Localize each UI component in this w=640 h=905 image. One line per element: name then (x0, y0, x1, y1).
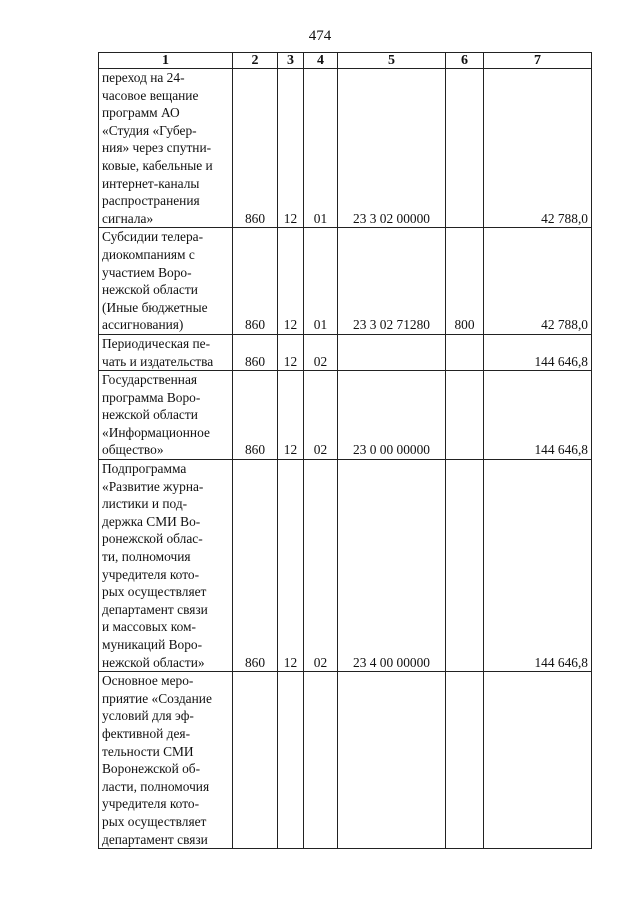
item-name-line: ассигнования) (102, 317, 184, 333)
ministry-code-cell: 860 (233, 334, 278, 370)
subsection-code-cell (304, 672, 338, 849)
table-row (99, 371, 592, 460)
expense-type-cell (446, 69, 484, 228)
amount-cell: 144 646,8 (484, 371, 592, 460)
item-name-cell (99, 371, 233, 460)
target-article-cell (338, 334, 446, 370)
target-article-cell (338, 672, 446, 849)
item-name-line: ласти, полномочия (102, 778, 210, 794)
item-name-line: Государственная (102, 372, 198, 388)
item-name-line: «Развитие журна- (102, 478, 204, 494)
ministry-code-cell: 860 (233, 69, 278, 228)
item-name-line: Основное меро- (102, 673, 194, 689)
item-name-line: «Студия «Губер- (102, 122, 197, 138)
item-name-line: листики и под- (102, 496, 188, 512)
item-name-line: Подпрограмма (102, 461, 187, 477)
section-code-cell: 12 (278, 334, 304, 370)
expense-type-cell: 800 (446, 228, 484, 335)
amount-cell: 42 788,0 (484, 228, 592, 335)
table-row (99, 228, 592, 335)
item-name-line: и массовых ком- (102, 619, 196, 635)
item-name-line: держка СМИ Во- (102, 513, 201, 529)
item-name-line: участием Воро- (102, 264, 192, 280)
item-name-cell (99, 672, 233, 849)
ministry-code-cell: 860 (233, 371, 278, 460)
header-cell: 7 (484, 53, 592, 69)
item-name-line: ковые, кабельные и (102, 157, 213, 173)
expense-type-cell (446, 334, 484, 370)
item-name-line: нежской области» (102, 654, 205, 670)
subsection-code-cell: 02 (304, 460, 338, 672)
item-name-line: нежской области (102, 282, 198, 298)
item-name-line: распространения (102, 193, 200, 209)
item-name-line: общество» (102, 442, 164, 458)
header-cell: 3 (278, 53, 304, 69)
item-name-line: (Иные бюджетные (102, 299, 208, 315)
amount-cell: 144 646,8 (484, 460, 592, 672)
item-name-cell (99, 69, 233, 228)
amount-cell: 144 646,8 (484, 334, 592, 370)
ministry-code-cell: 860 (233, 460, 278, 672)
item-name-line: ронежской облас- (102, 531, 203, 547)
item-name-line: переход на 24- (102, 70, 185, 85)
item-name-line: департамент связи (102, 831, 208, 847)
target-article-cell: 23 3 02 00000 (338, 69, 446, 228)
subsection-code-cell: 01 (304, 69, 338, 228)
table-row (99, 69, 592, 228)
item-name-line: Воронежской об- (102, 761, 201, 777)
item-name-line: «Информационное (102, 424, 210, 440)
header-cell: 2 (233, 53, 278, 69)
item-name-line: программ АО (102, 105, 180, 121)
table-row (99, 672, 592, 849)
item-name-line: программа Воро- (102, 389, 201, 405)
budget-table (98, 52, 592, 849)
item-name-line: интернет-каналы (102, 175, 200, 191)
target-article-cell: 23 0 00 00000 (338, 371, 446, 460)
section-code-cell: 12 (278, 228, 304, 335)
expense-type-cell (446, 371, 484, 460)
header-cell: 6 (446, 53, 484, 69)
item-name-line: ния» через спутни- (102, 140, 212, 156)
item-name-line: рых осуществляет (102, 584, 207, 600)
item-name-line: Периодическая пе- (102, 335, 211, 351)
item-name-line: учредителя кото- (102, 796, 200, 812)
ministry-code-cell (233, 672, 278, 849)
item-name-cell (99, 334, 233, 370)
item-name-cell (99, 228, 233, 335)
section-code-cell: 12 (278, 69, 304, 228)
item-name-line: фективной дея- (102, 725, 191, 741)
item-name-line: сигнала» (102, 210, 154, 226)
header-cell: 1 (99, 53, 233, 69)
expense-type-cell (446, 672, 484, 849)
amount-cell (484, 672, 592, 849)
header-cell: 5 (338, 53, 446, 69)
item-name-line: нежской области (102, 407, 198, 423)
item-name-line: часовое вещание (102, 87, 199, 103)
table-row (99, 460, 592, 672)
item-name-line: учредителя кото- (102, 566, 200, 582)
ministry-code-cell: 860 (233, 228, 278, 335)
section-code-cell: 12 (278, 371, 304, 460)
target-article-cell: 23 4 00 00000 (338, 460, 446, 672)
item-name-line: приятие «Создание (102, 690, 212, 706)
subsection-code-cell: 02 (304, 334, 338, 370)
item-name-line: муникаций Воро- (102, 637, 203, 652)
section-code-cell (278, 672, 304, 849)
item-name-line: рых осуществляет (102, 813, 207, 829)
item-name-line: ти, полномочия (102, 549, 191, 565)
item-name-line: департамент связи (102, 601, 208, 617)
subsection-code-cell: 02 (304, 371, 338, 460)
item-name-line: диокомпаниям с (102, 246, 195, 262)
amount-cell: 42 788,0 (484, 69, 592, 228)
subsection-code-cell: 01 (304, 228, 338, 335)
table-row (99, 334, 592, 370)
target-article-cell: 23 3 02 71280 (338, 228, 446, 335)
expense-type-cell (446, 460, 484, 672)
item-name-line: Субсидии телера- (102, 229, 204, 245)
header-cell: 4 (304, 53, 338, 69)
item-name-line: условий для эф- (102, 708, 194, 724)
page-number: 474 (308, 28, 332, 44)
section-code-cell: 12 (278, 460, 304, 672)
item-name-line: тельности СМИ (102, 743, 194, 759)
item-name-cell (99, 460, 233, 672)
header-row (99, 53, 592, 69)
item-name-line: чать и издательства (102, 353, 214, 369)
